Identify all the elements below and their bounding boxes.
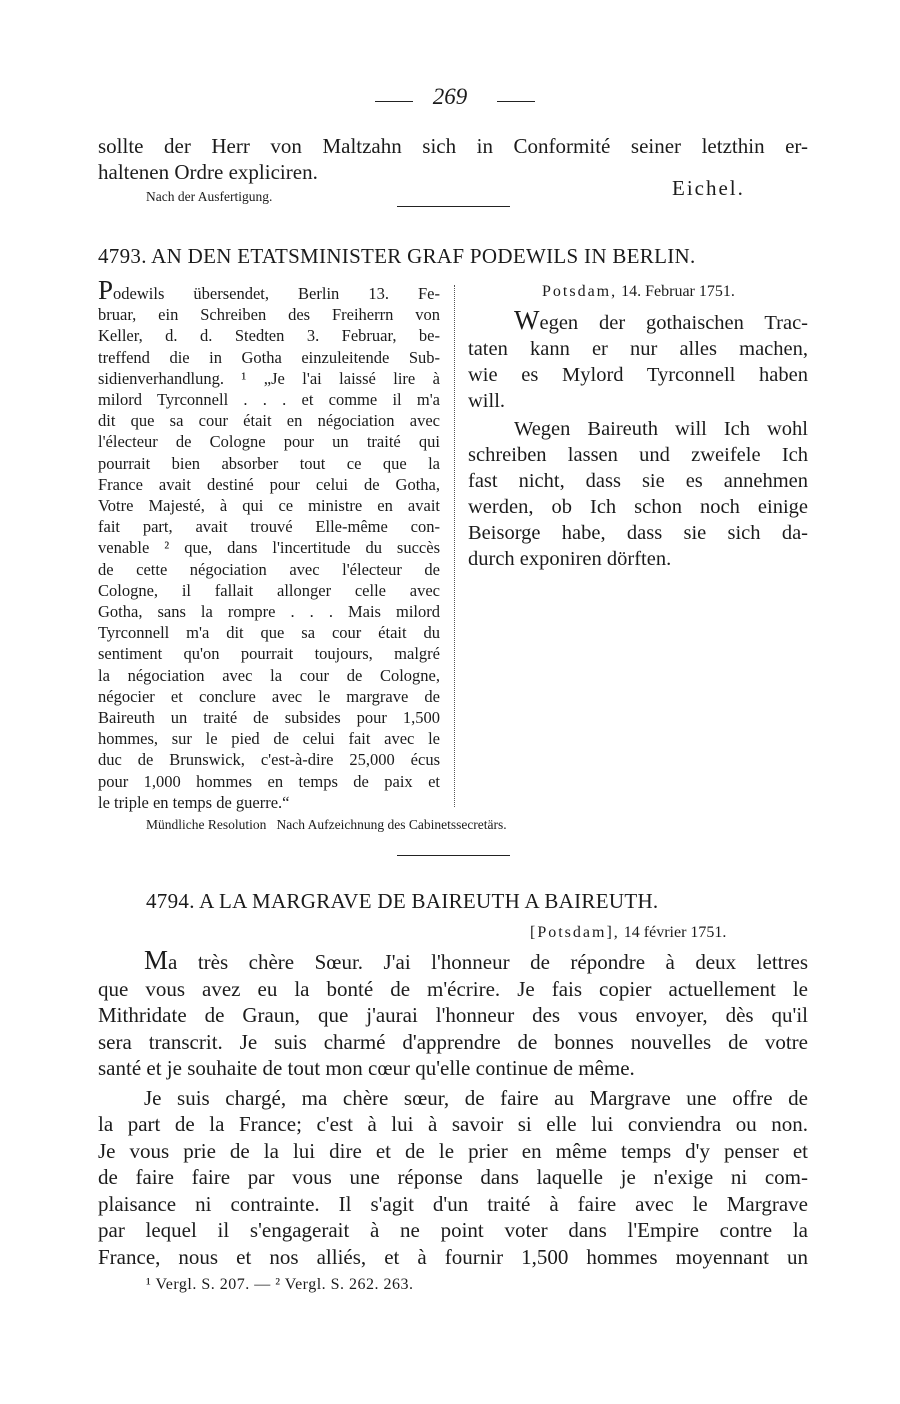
left-col-line: Votre Majesté, à qui ce ministre en avait [98,496,440,516]
letter-dropcap: M [144,945,169,975]
left-col-line: la négociation avec la cour de Cologne, [98,665,440,685]
intro-signature: Eichel. [672,176,745,200]
header-rule-right [497,101,535,102]
left-col-line: bruar, ein Schreiben des Freiherrn von [98,305,440,325]
left-col-line: Keller, d. d. Stedten 3. Februar, be- [98,326,440,346]
source-left: Mündliche Resolution [146,817,267,832]
left-col-line: duc de Brunswick, c'est-à-dire 25,000 écus [98,750,440,770]
letter-para2-line: la part de la France; c'est à lui à savoir si elle lui conviendra ou non. [98,1112,808,1136]
section-divider-1 [397,206,510,207]
left-col-line: Tyrconnell m'a dit que sa cour était du [98,623,440,643]
intro-line-2: haltenen Ordre expliciren. [98,160,318,184]
right-dateline-date: 14. Februar 1751. [621,283,735,300]
doc-4794-dateline-date: 14 février 1751. [623,924,727,941]
doc-4794-heading: 4794. A LA MARGRAVE DE BAIREUTH A BAIREUTH. [146,889,659,913]
right-col-dropcap: W [514,305,540,335]
page-number: 269 [432,84,468,109]
right-col-para2-line: Beisorge habe, dass sie sich da- [468,522,808,544]
left-col-line: pour 1,000 hommes en temps de paix et [98,771,440,791]
right-col-line-1-text: egen der gothaischen Trac- [539,312,808,334]
source-right: Nach Aufzeichnung des Cabinetssecretärs. [276,817,507,832]
right-col-para2-line: Wegen Baireuth will Ich wohl [514,418,808,440]
doc-4794-dateline [530,924,726,942]
footnotes: ¹ Vergl. S. 207. — ² Vergl. S. 262. 263. [146,1276,414,1293]
right-col-line-1 [468,307,808,336]
left-col-line: négocier et conclure avec le margrave de [98,686,440,706]
doc-4793-heading: 4793. AN DEN ETATSMINISTER GRAF PODEWILS IN BERLIN. [98,244,696,268]
intro-line-1: sollte der Herr von Maltzahn sich in Conformité seiner letzthin er- [98,134,808,158]
left-col-line-1 [98,275,440,305]
doc-4793-right-dateline [542,283,735,301]
doc-4794-body [98,947,808,1270]
letter-line: sera transcrit. Je suis charmé d'apprendre de bonnes nouvelles de votre [98,1029,808,1054]
left-col-line: Baireuth un traité de subsides pour 1,500 [98,708,440,728]
left-col-line: fait part, avait trouvé Elle-même con- [98,517,440,537]
letter-line-1 [98,947,808,976]
doc-4793-source-note [146,817,507,833]
left-col-line: sidienverhandlung. ¹ „Je l'ai laissé lire à [98,368,440,388]
left-col-line: le triple en temps de guerre.“ [98,792,290,812]
right-col-para2-line: schreiben lassen und zweifele Ich [468,444,808,466]
letter-line: que vous avez eu la bonté de m'écrire. Je fais copier actuellement le [98,976,808,1001]
right-dateline-place: Potsdam, [542,283,618,300]
left-col-line: hommes, sur le pied de celui fait avec le [98,729,440,749]
letter-line: santé et je souhaite de tout mon cœur qu'elle continue de même. [98,1056,635,1080]
letter-para2-line: Je vous prie de la lui dire et de le prier en même temps d'y penser et [98,1138,808,1163]
right-col-line: taten kann er nur alles machen, [468,338,808,360]
letter-para2-line: de faire faire par vous une réponse dans laquelle je n'exige ni com- [98,1165,808,1189]
left-col-line: de cette négociation avec l'électeur de [98,559,440,579]
left-col-line-1-text: odewils übersendet, Berlin 13. Fe- [113,284,440,303]
left-col-line: l'électeur de Cologne pour un traité qui [98,432,440,452]
left-col-line: venable ² que, dans l'incertitude du succès [98,538,440,558]
doc-4794-dateline-place: [Potsdam], [530,924,620,941]
letter-para2-line: France, nous et nos alliés, et à fournir 1,500 hommes moyennant un [98,1244,808,1269]
right-col-para2-line: durch exponiren dörften. [468,548,672,570]
left-col-line: milord Tyrconnell . . . et comme il m'a [98,390,440,410]
letter-para2-line: plaisance ni contrainte. Il s'agit d'un traité à faire avec le Margrave [98,1191,808,1216]
letter-line: Mithridate de Graun, que j'aurai l'honneur des vous envoyer, dès qu'il [98,1003,808,1027]
left-col-line: dit que sa cour était en négociation avec [98,411,440,431]
letter-para2-line: Je suis chargé, ma chère sœur, de faire au Margrave une offre de [144,1085,808,1110]
left-col-line: Cologne, il fallait allonger celle avec [98,580,440,600]
right-col-line: will. [468,390,506,412]
intro-source-note: Nach der Ausfertigung. [146,189,273,204]
letter-para2-line: par lequel il s'engagerait à ne point voter dans l'Empire contre la [98,1218,808,1242]
column-divider [454,285,455,807]
right-col-line: wie es Mylord Tyrconnell haben [468,364,808,386]
right-col-para2-line: fast nicht, dass sie es annehmen [468,470,808,492]
left-col-line: France avait destiné pour celui de Gotha, [98,474,440,494]
doc-4793-left-column [98,275,440,813]
left-col-line: treffend die in Gotha einzuleitende Sub- [98,347,440,367]
letter-line-1-text: a très chère Sœur. J'ai l'honneur de répondre à deux lettres [168,950,808,974]
left-col-dropcap: P [98,275,114,305]
doc-4793-right-column [468,307,808,572]
left-col-line: sentiment qu'on pourrait toujours, malgré [98,644,440,664]
left-col-line: pourrait bien absorber tout ce que la [98,453,440,473]
right-col-para2-line: werden, ob Ich schon noch einige [468,496,808,518]
section-divider-2 [397,855,510,856]
left-col-line: Gotha, sans la rompre . . . Mais milord [98,602,440,622]
